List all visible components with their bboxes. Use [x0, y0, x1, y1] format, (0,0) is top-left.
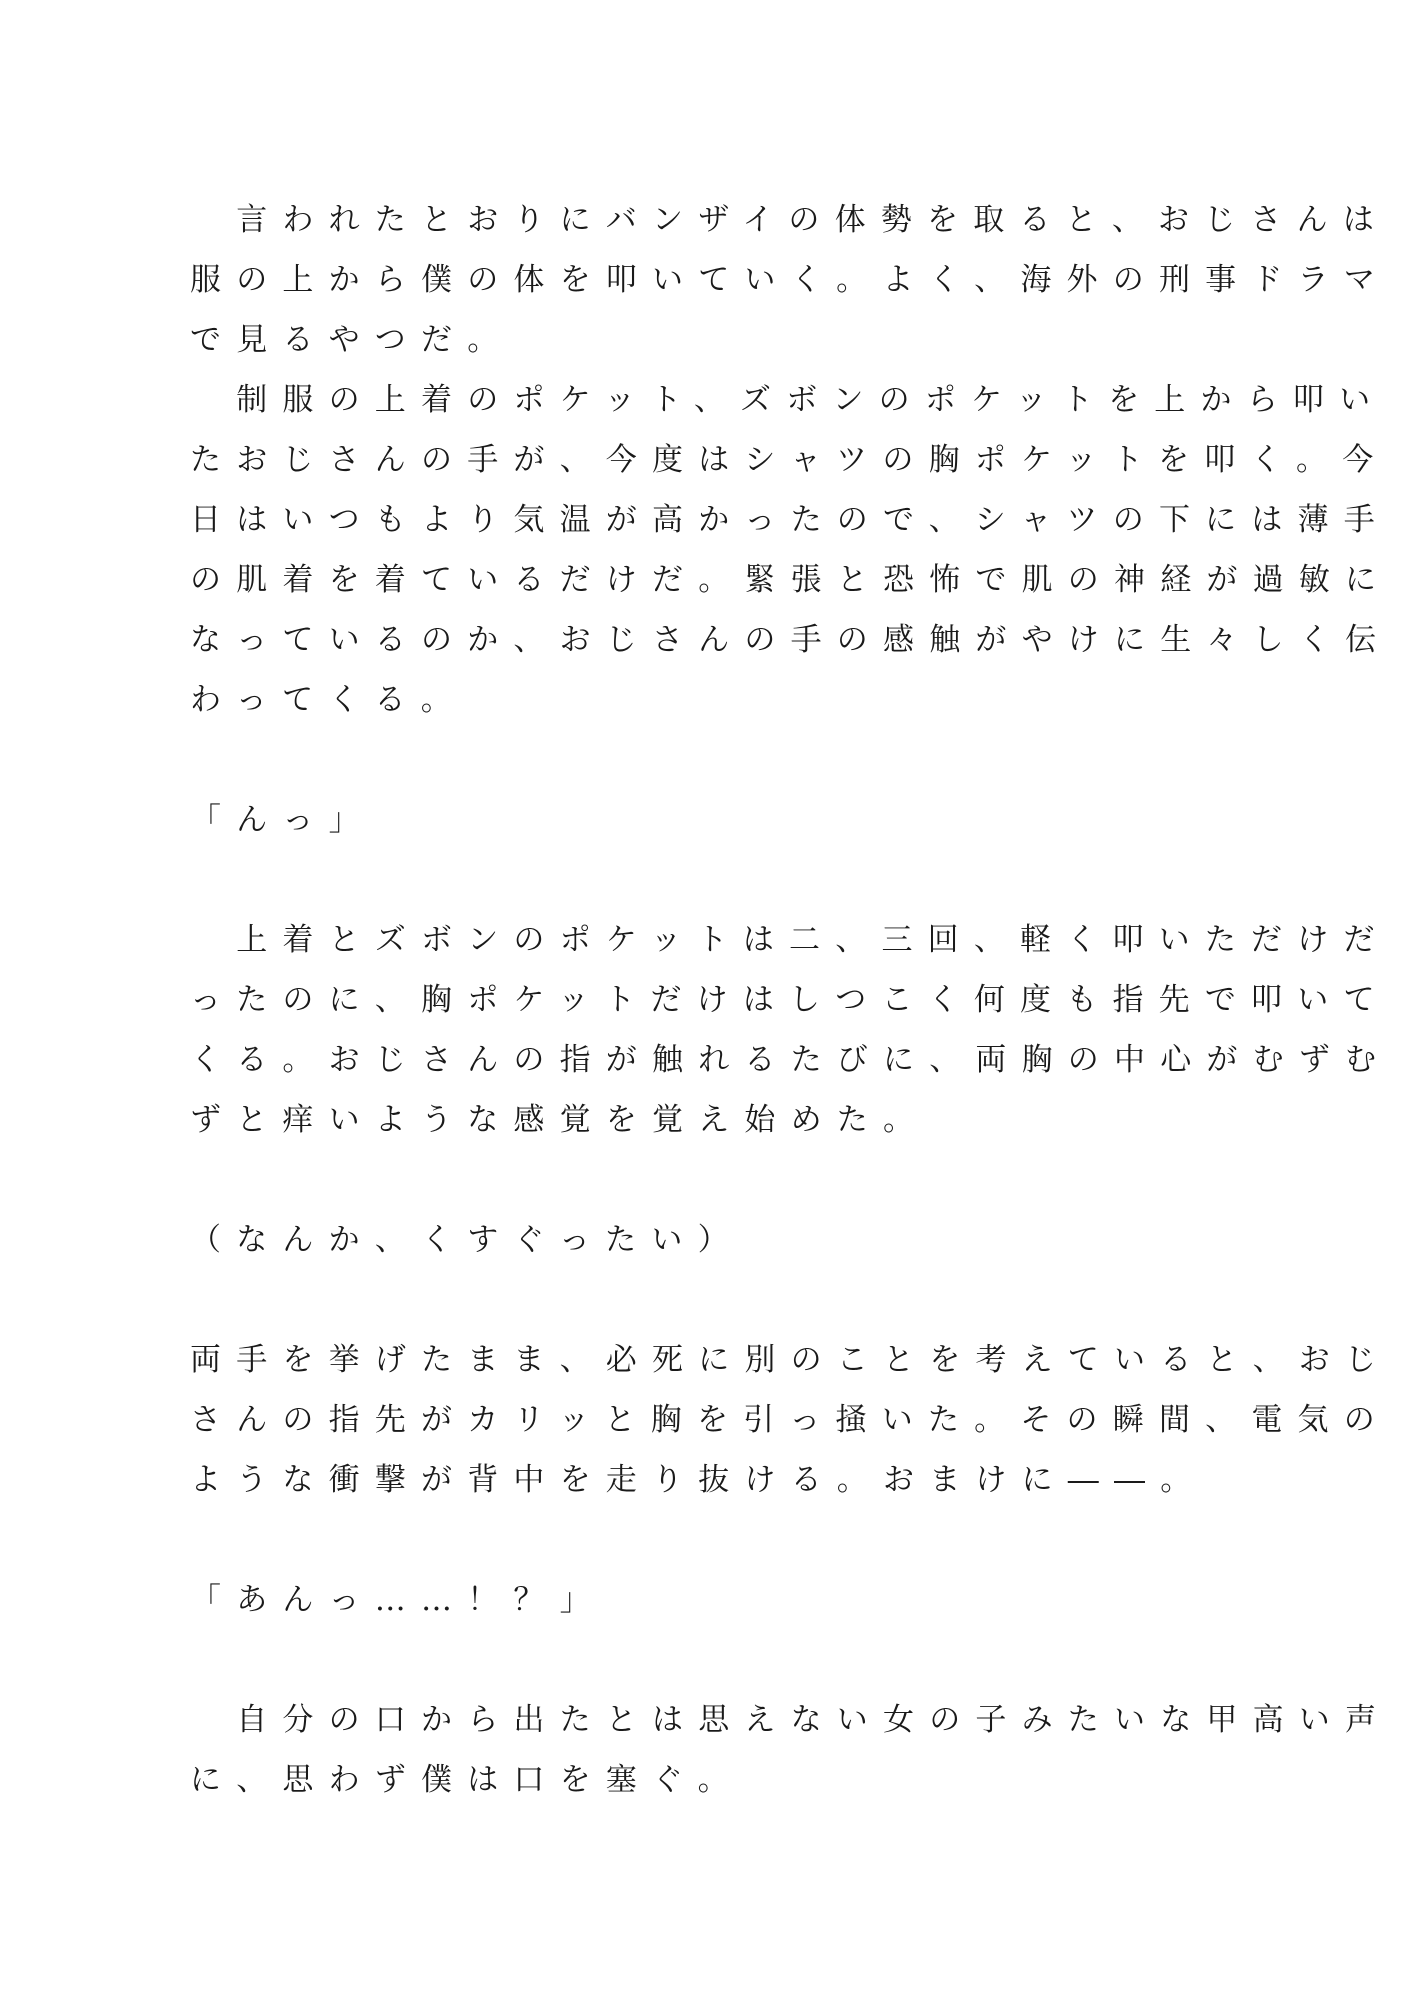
text-line: さんの指先がカリッと胸を引っ掻いた。その瞬間、電気の	[190, 1402, 1390, 1438]
text-line: ような衝撃が背中を走り抜ける。おまけに――。	[190, 1462, 1207, 1498]
text-line: ったのに、胸ポケットだけはしつこく何度も指先で叩いて	[190, 982, 1390, 1018]
blank-line	[190, 1270, 1220, 1330]
blank-line	[190, 1510, 1220, 1570]
text-line: 言われたとおりにバンザイの体勢を取ると、おじさんは	[190, 202, 1390, 238]
blank-line	[190, 730, 1220, 790]
text-line: ずと痒いような感覚を覚え始めた。	[190, 1102, 930, 1138]
text-line: 日はいつもより気温が高かったので、シャツの下には薄手	[190, 502, 1390, 538]
text-line: に、思わず僕は口を塞ぐ。	[190, 1762, 744, 1798]
thought-line: （なんか、くすぐったい）	[190, 1222, 744, 1258]
blank-line	[190, 1150, 1220, 1210]
text-line: わってくる。	[190, 682, 467, 718]
dialogue-line: 「んっ」	[190, 802, 375, 838]
text-line: 服の上から僕の体を叩いていく。よく、海外の刑事ドラマ	[190, 262, 1390, 298]
text-line: で見るやつだ。	[190, 322, 514, 358]
text-line: くる。おじさんの指が触れるたびに、両胸の中心がむずむ	[190, 1042, 1392, 1078]
text-line: 両手を挙げたまま、必死に別のことを考えていると、おじ	[190, 1342, 1392, 1378]
body-text	[190, 190, 1392, 1810]
blank-line	[190, 1630, 1220, 1690]
text-line: たおじさんの手が、今度はシャツの胸ポケットを叩く。今	[190, 442, 1389, 478]
text-line: の肌着を着ているだけだ。緊張と恐怖で肌の神経が過敏に	[190, 562, 1392, 598]
dialogue-line: 「あんっ……！？」	[190, 1582, 606, 1618]
text-line: 自分の口から出たとは思えない女の子みたいな甲高い声	[190, 1702, 1392, 1738]
text-line: 上着とズボンのポケットは二、三回、軽く叩いただけだ	[190, 922, 1390, 958]
text-line: 制服の上着のポケット、ズボンのポケットを上から叩い	[190, 382, 1386, 418]
blank-line	[190, 850, 1220, 910]
text-line: なっているのか、おじさんの手の感触がやけに生々しく伝	[190, 622, 1392, 658]
